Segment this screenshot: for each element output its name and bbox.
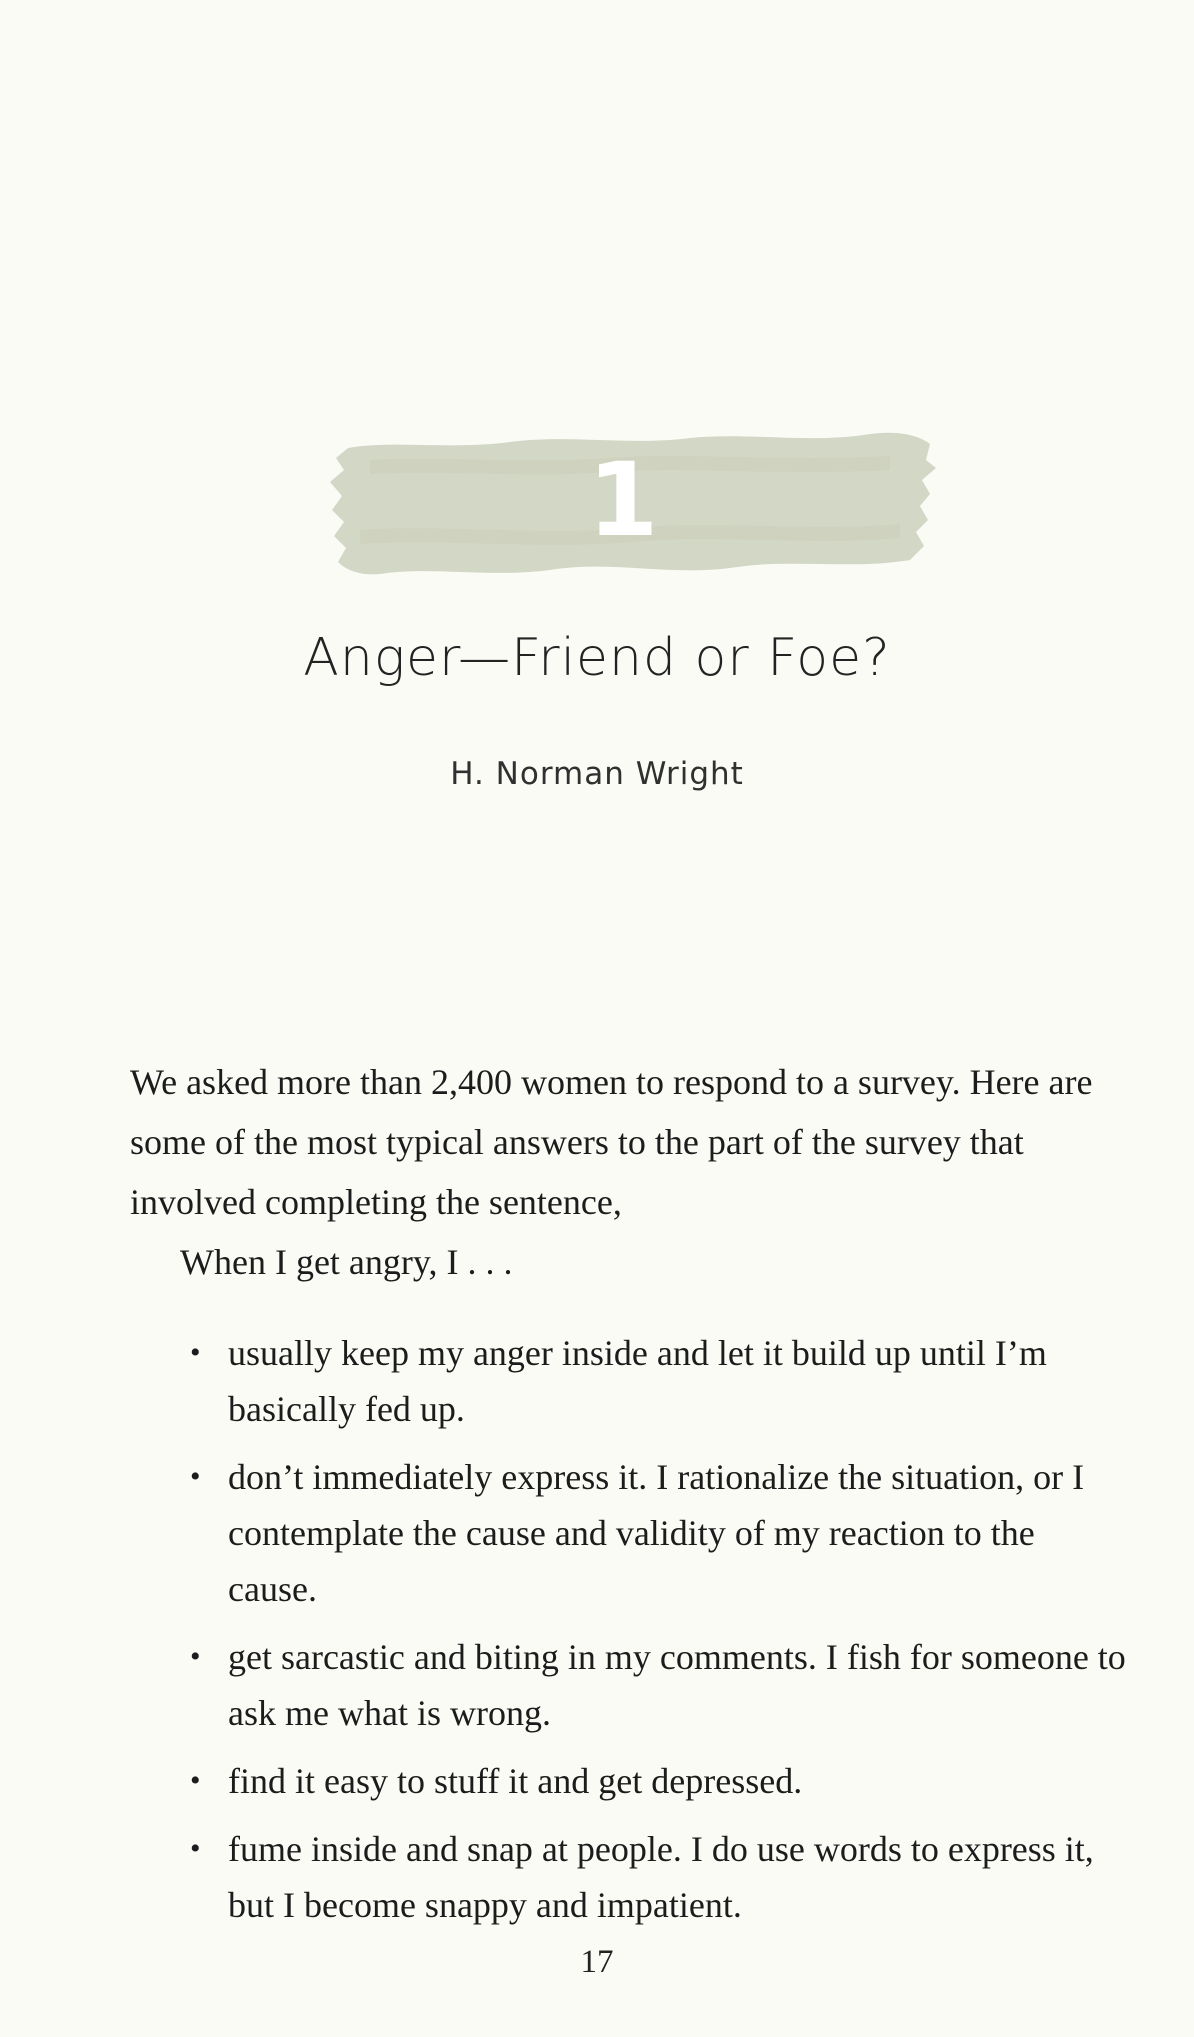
lead-sentence: When I get angry, I . . . (180, 1242, 513, 1282)
chapter-title: Anger—Friend or Foe? (303, 628, 891, 688)
list-item-text: usually keep my anger inside and let it build up until I’m basically fed up. (228, 1333, 1047, 1429)
chapter-number-block (330, 420, 936, 580)
list-item-text: don’t immediately express it. I rationalize the situation, or I contemplate the cause and validity of my reaction to the cause. (228, 1457, 1085, 1609)
list-item (190, 1325, 1130, 1437)
bullet-icon: • (190, 1460, 201, 1493)
list-item-text: find it easy to stuff it and get depressed. (228, 1761, 803, 1801)
page-number: 17 (580, 1944, 614, 1980)
survey-answers-list (190, 1325, 1130, 1945)
chapter-author: H. Norman Wright (450, 756, 744, 792)
chapter-number: 1 (587, 440, 659, 560)
bullet-icon: • (190, 1832, 201, 1865)
list-item (190, 1821, 1130, 1933)
bullet-icon: • (190, 1640, 201, 1673)
bullet-icon: • (190, 1764, 201, 1797)
intro-paragraph: We asked more than 2,400 women to respond to a survey. Here are some of the most typical answers to the part of the survey that involved completing the sentence, (130, 1062, 1093, 1222)
list-item (190, 1629, 1130, 1741)
list-item (190, 1753, 1130, 1809)
list-item (190, 1449, 1130, 1617)
list-item-text: fume inside and snap at people. I do use words to express it, but I become snappy and impatient. (228, 1829, 1094, 1925)
list-item-text: get sarcastic and biting in my comments. I fish for someone to ask me what is wrong. (228, 1637, 1126, 1733)
bullet-icon: • (190, 1336, 201, 1369)
